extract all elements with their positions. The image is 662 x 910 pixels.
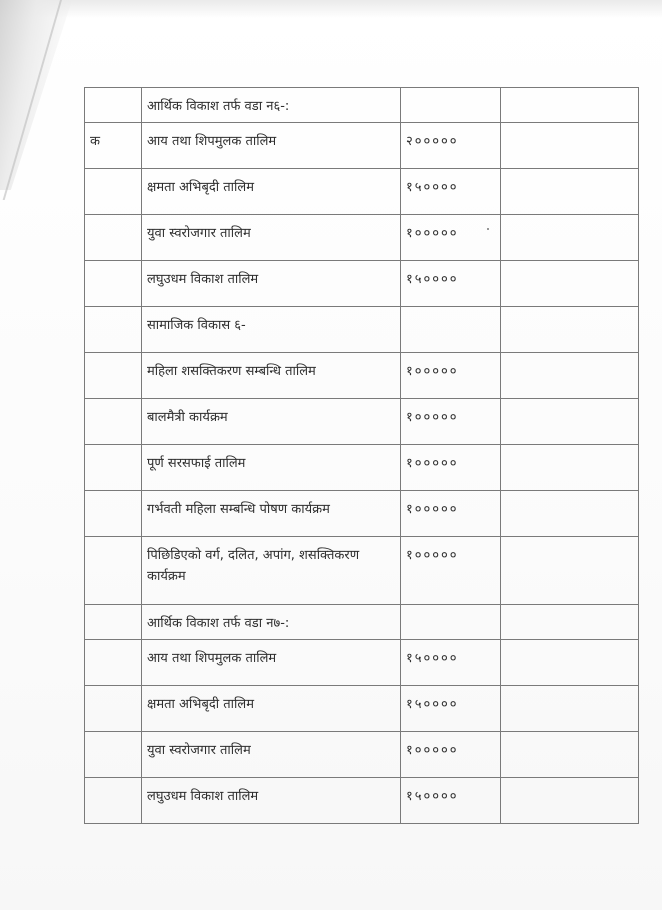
remarks-cell <box>501 215 639 261</box>
remarks-cell <box>501 169 639 215</box>
description-cell: आय तथा शिपमुलक तालिम <box>142 123 401 169</box>
description-cell: युवा स्वरोजगार तालिम <box>142 732 401 778</box>
serial-cell <box>85 399 142 445</box>
remarks-cell <box>501 123 639 169</box>
serial-cell: क <box>85 123 142 169</box>
serial-cell <box>85 491 142 537</box>
description-cell: आय तथा शिपमुलक तालिम <box>142 640 401 686</box>
remarks-cell <box>501 307 639 353</box>
remarks-cell <box>501 640 639 686</box>
amount-cell: २००००० <box>401 123 501 169</box>
scan-top-shadow <box>0 0 662 18</box>
scan-speck <box>487 228 489 230</box>
amount-cell: १००००० <box>401 491 501 537</box>
table-row <box>85 686 639 732</box>
description-cell: सामाजिक विकास ६- <box>142 307 401 353</box>
amount-cell <box>401 307 501 353</box>
description-cell: बालमैत्री कार्यक्रम <box>142 399 401 445</box>
remarks-cell <box>501 686 639 732</box>
table-row <box>85 261 639 307</box>
serial-cell <box>85 686 142 732</box>
remarks-cell <box>501 88 639 123</box>
amount-cell: १५०००० <box>401 640 501 686</box>
remarks-cell <box>501 605 639 640</box>
description-cell: पिछिडिएको वर्ग, दलित, अपांग, शसक्तिकरण कार्यक्रम <box>142 537 401 605</box>
table-row <box>85 353 639 399</box>
description-cell: महिला शसक्तिकरण सम्बन्धि तालिम <box>142 353 401 399</box>
table-row <box>85 123 639 169</box>
table-row <box>85 399 639 445</box>
table-row <box>85 732 639 778</box>
table-row <box>85 640 639 686</box>
remarks-cell <box>501 732 639 778</box>
table-row <box>85 537 639 605</box>
amount-cell: १५०००० <box>401 778 501 824</box>
amount-cell: १००००० <box>401 445 501 491</box>
table-row <box>85 215 639 261</box>
serial-cell <box>85 353 142 399</box>
amount-cell: १००००० <box>401 399 501 445</box>
amount-cell: १००००० <box>401 353 501 399</box>
description-cell: युवा स्वरोजगार तालिम <box>142 215 401 261</box>
remarks-cell <box>501 445 639 491</box>
remarks-cell <box>501 537 639 605</box>
table-row <box>85 169 639 215</box>
serial-cell <box>85 778 142 824</box>
remarks-cell <box>501 261 639 307</box>
serial-cell <box>85 169 142 215</box>
serial-cell <box>85 605 142 640</box>
description-cell: आर्थिक विकाश तर्फ वडा न७-: <box>142 605 401 640</box>
scan-corner-shadow <box>0 0 72 190</box>
description-cell: गर्भवती महिला सम्बन्धि पोषण कार्यक्रम <box>142 491 401 537</box>
table-row <box>85 445 639 491</box>
remarks-cell <box>501 353 639 399</box>
serial-cell <box>85 732 142 778</box>
amount-cell: १५०००० <box>401 169 501 215</box>
serial-cell <box>85 640 142 686</box>
amount-cell: १००००० <box>401 732 501 778</box>
serial-cell <box>85 307 142 353</box>
serial-cell <box>85 445 142 491</box>
table-row <box>85 605 639 640</box>
serial-cell <box>85 537 142 605</box>
amount-cell: १००००० <box>401 215 501 261</box>
amount-cell: १५०००० <box>401 686 501 732</box>
amount-cell <box>401 605 501 640</box>
budget-table <box>84 87 639 824</box>
serial-cell <box>85 261 142 307</box>
remarks-cell <box>501 778 639 824</box>
amount-cell <box>401 88 501 123</box>
description-cell: क्षमता अभिबृदी तालिम <box>142 686 401 732</box>
table-row <box>85 88 639 123</box>
remarks-cell <box>501 491 639 537</box>
table-row <box>85 491 639 537</box>
description-cell: लघुउधम विकाश तालिम <box>142 778 401 824</box>
description-cell: लघुउधम विकाश तालिम <box>142 261 401 307</box>
serial-cell <box>85 88 142 123</box>
description-cell: पूर्ण सरसफाई तालिम <box>142 445 401 491</box>
description-cell: आर्थिक विकाश तर्फ वडा न६-: <box>142 88 401 123</box>
table-row <box>85 778 639 824</box>
amount-cell: १००००० <box>401 537 501 605</box>
description-cell: क्षमता अभिबृदी तालिम <box>142 169 401 215</box>
amount-cell: १५०००० <box>401 261 501 307</box>
table-row <box>85 307 639 353</box>
serial-cell <box>85 215 142 261</box>
remarks-cell <box>501 399 639 445</box>
